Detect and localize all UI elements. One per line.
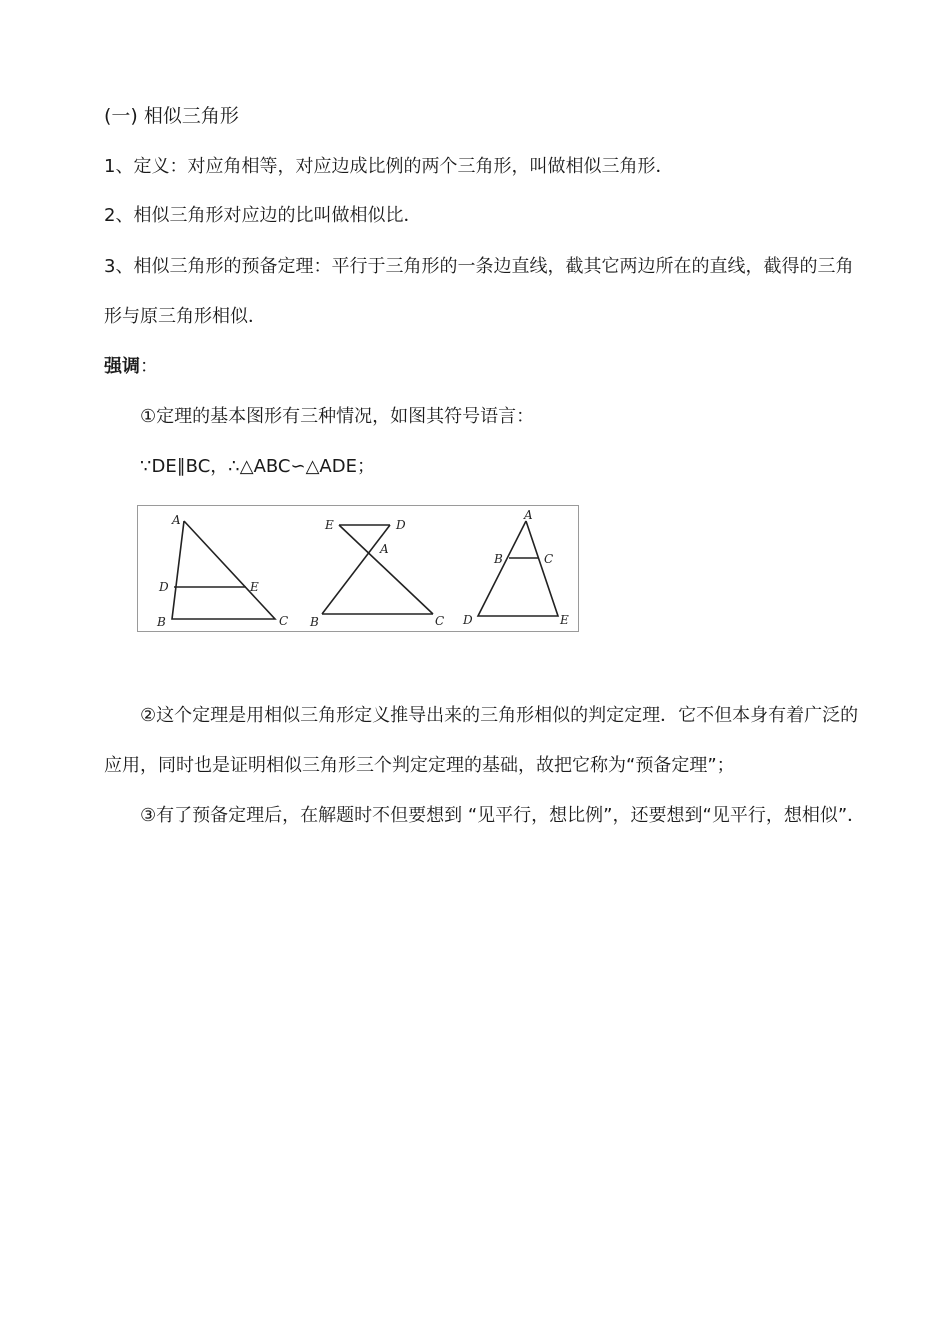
definition-paragraph: 1、定义：对应角相等，对应边成比例的两个三角形，叫做相似三角形． <box>104 156 674 177</box>
preparatory-theorem-line-1: 3、相似三角形的预备定理：平行于三角形的一条边直线，截其它两边所在的直线，截得的三角 <box>104 256 854 277</box>
fig1-label-A: A <box>172 513 181 527</box>
fig3-label-D: D <box>463 613 473 627</box>
emphasis-label: 强调 <box>104 356 140 377</box>
fig2-label-E: E <box>325 518 334 532</box>
point-3: ③有了预备定理后，在解题时不但要想到 “见平行，想比例”，还要想到“见平行，想相似”． <box>140 805 866 826</box>
fig2-segment-EC <box>339 525 433 614</box>
triangle-figures-svg <box>138 506 580 633</box>
figure-1 <box>172 521 275 619</box>
emphasis-colon: ： <box>140 356 158 377</box>
fig1-label-E: E <box>250 580 259 594</box>
fig2-label-D: D <box>396 518 406 532</box>
point-2-line-2: 应用，同时也是证明相似三角形三个判定定理的基础，故把它称为“预备定理”； <box>104 755 735 776</box>
fig1-triangle <box>172 521 275 619</box>
fig1-label-C: C <box>279 614 289 628</box>
preparatory-theorem-line-2: 形与原三角形相似． <box>104 306 266 327</box>
emphasis-heading <box>104 355 158 379</box>
fig3-label-E: E <box>560 613 569 627</box>
figure-3 <box>478 521 558 616</box>
point-2-line-1: ②这个定理是用相似三角形定义推导出来的三角形相似的判定定理．它不但本身有着广泛的 <box>140 705 859 726</box>
fig3-label-A: A <box>524 508 533 522</box>
fig3-triangle <box>478 521 558 616</box>
fig3-label-B: B <box>494 552 503 566</box>
triangle-figures <box>137 505 579 632</box>
point-1: ①定理的基本图形有三种情况，如图其符号语言： <box>140 406 535 427</box>
figure-2 <box>322 525 433 614</box>
similarity-ratio-paragraph: 2、相似三角形对应边的比叫做相似比． <box>104 205 422 226</box>
fig2-label-A: A <box>380 542 389 556</box>
fig1-label-B: B <box>157 615 166 629</box>
fig2-label-C: C <box>435 614 445 628</box>
section-heading: (一) 相似三角形 <box>104 105 239 127</box>
fig1-label-D: D <box>159 580 169 594</box>
fig2-label-B: B <box>310 615 319 629</box>
fig2-segment-DB <box>322 525 390 614</box>
symbolic-statement: ∵DE∥BC，∴△ABC∽△ADE； <box>140 456 375 477</box>
fig3-label-C: C <box>544 552 554 566</box>
